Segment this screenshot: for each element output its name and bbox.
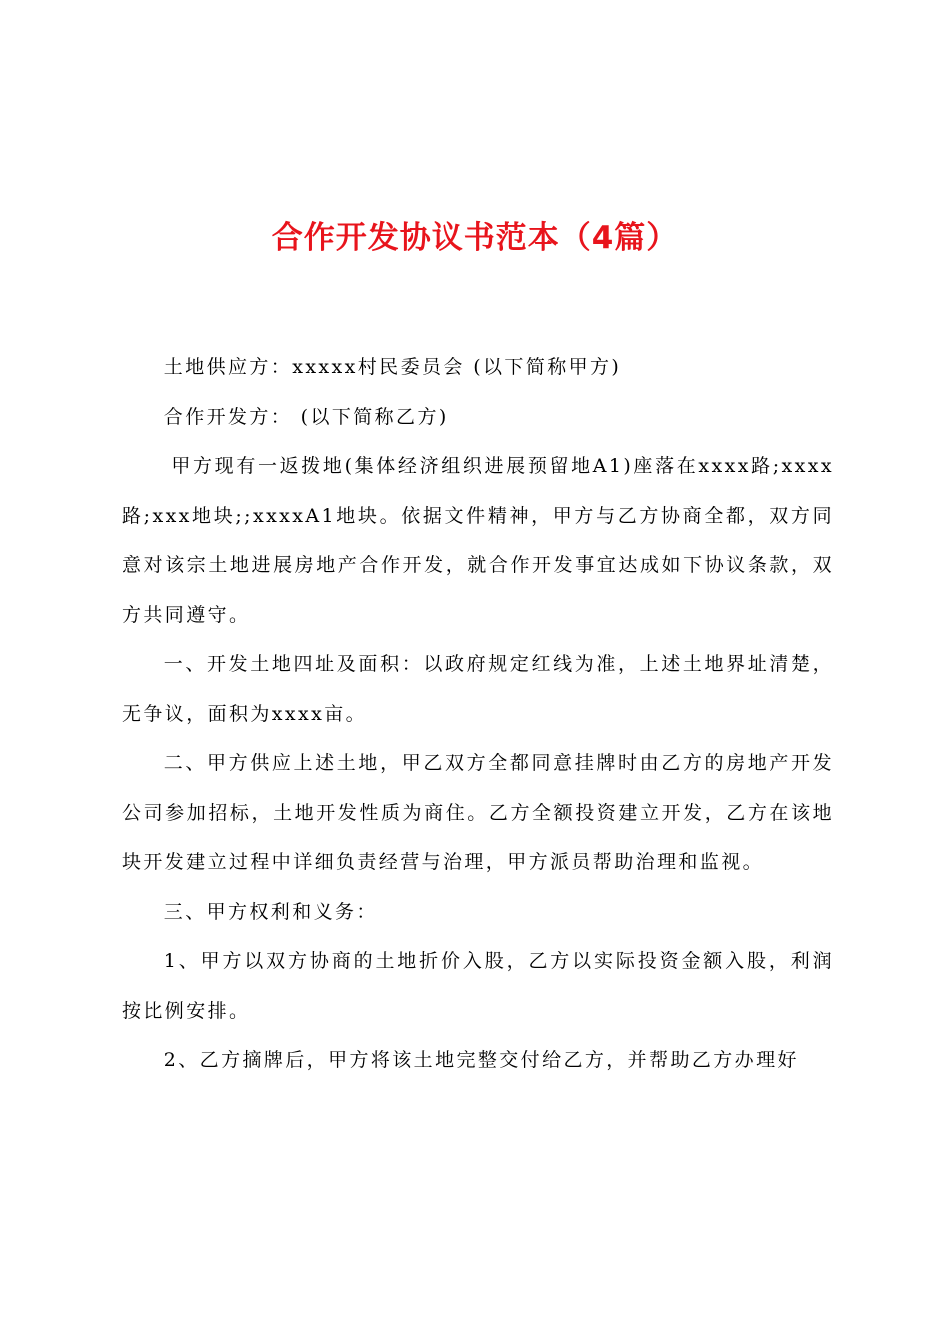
paragraph-clause-2: 二、甲方供应上述土地，甲乙双方全都同意挂牌时由乙方的房地产开发公司参加招标，土地开发性质为商住。乙方全额投资建立开发，乙方在该地块开发建立过程中详细负责经营与治理，甲方派员帮助治理和监视。 xyxy=(122,752,834,873)
paragraph-clause-3-heading: 三、甲方权利和义务： xyxy=(163,900,378,923)
document-body xyxy=(122,343,834,1086)
paragraph-preamble: 甲方现有一返拨地(集体经济组织进展预留地A1)座落在xxxx路;xxxx路;xxx地块;;xxxxA1地块。依据文件精神，甲方与乙方协商全都，双方同意对该宗土地进展房地产合作开发，就合作开发事宜达成如下协议条款，双方共同遵守。 xyxy=(122,455,834,626)
paragraph-clause-3-item-1: 1、甲方以双方协商的土地折价入股，乙方以实际投资金额入股，利润按比例安排。 xyxy=(122,950,834,1022)
document-title: 合作开发协议书范本（4篇） xyxy=(271,220,679,256)
paragraph-clause-3-item-2: 2、乙方摘牌后，甲方将该土地完整交付给乙方，并帮助乙方办理好 xyxy=(163,1049,799,1071)
paragraph-land-supplier: 土地供应方：xxxxx村民委员会 (以下简称甲方) xyxy=(163,356,622,378)
paragraph-clause-1: 一、开发土地四址及面积：以政府规定红线为准，上述土地界址清楚，无争议，面积为xxxx亩。 xyxy=(122,653,834,725)
paragraph-developer: 合作开发方： (以下简称乙方) xyxy=(163,405,449,428)
